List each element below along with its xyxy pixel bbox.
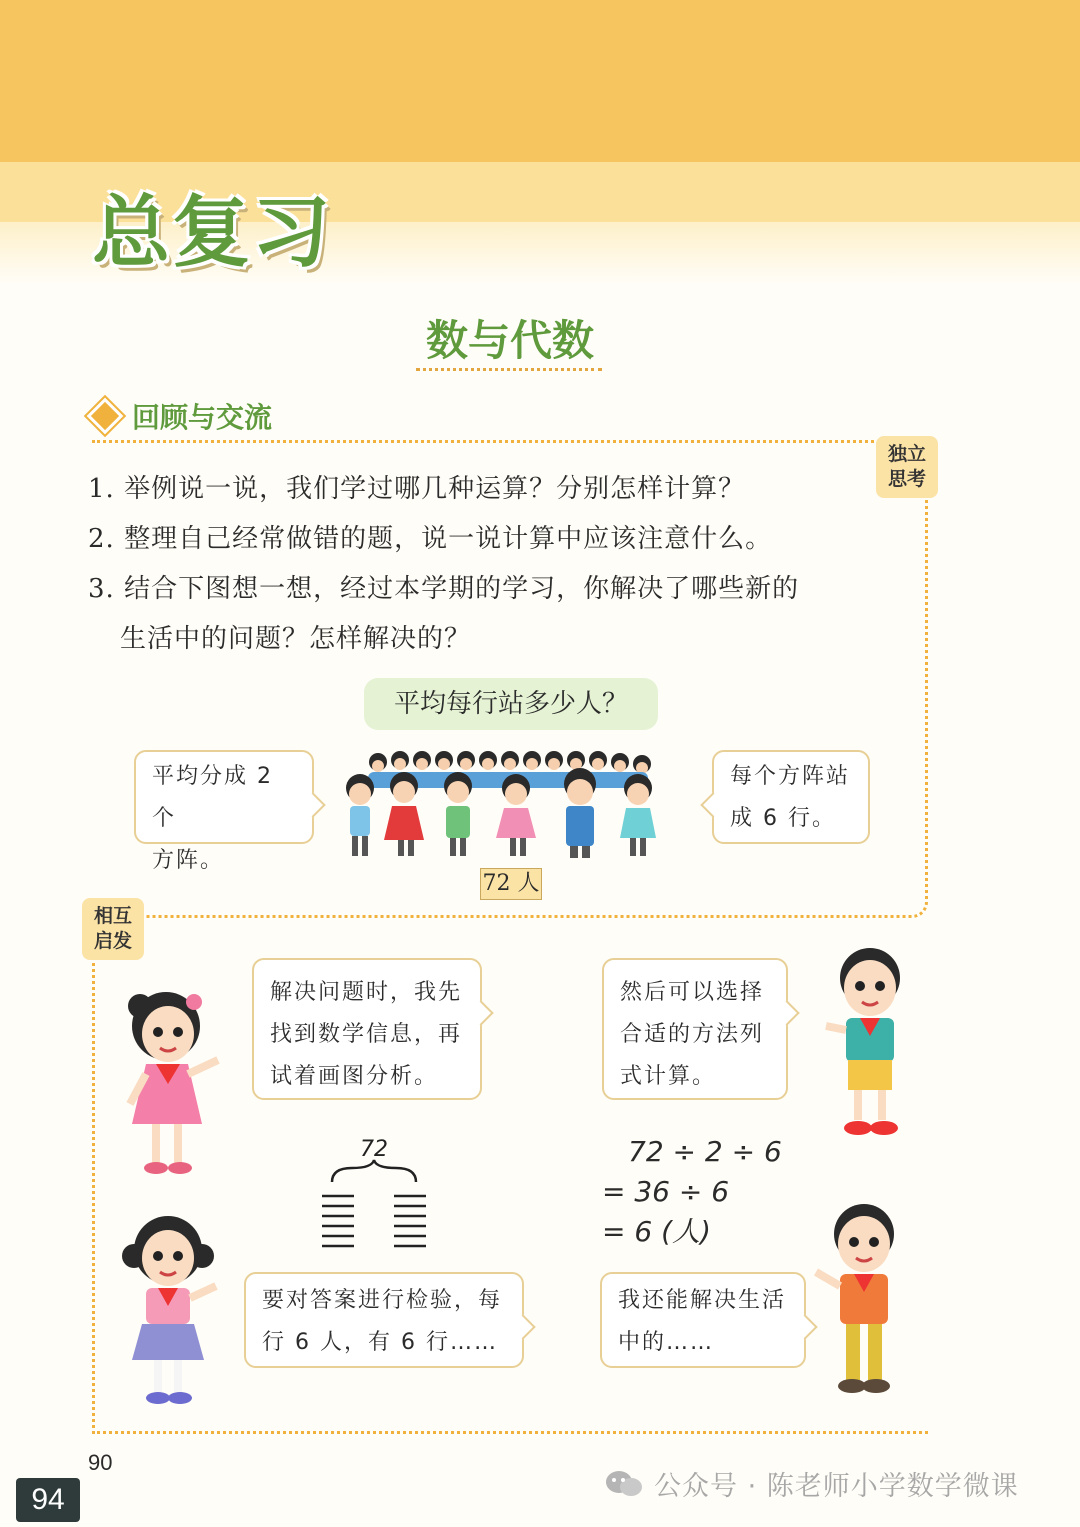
problem-question: 平均每行站多少人？ (364, 678, 658, 730)
diamond-icon (87, 398, 124, 435)
bubble-line: 合适的方法列 (620, 1022, 765, 1047)
boy-illustration (806, 1196, 916, 1406)
page-number: 90 (88, 1450, 113, 1475)
calc-line: = 36 ÷ 6 (602, 1175, 730, 1208)
bubble-line: 我还能解决生活 (618, 1288, 787, 1313)
girl-illustration (116, 982, 236, 1192)
calc-line: = 6 (人) (602, 1215, 711, 1248)
subsection-title: 回顾与交流 (132, 401, 273, 434)
bubble-line: 式计算。 (620, 1064, 717, 1089)
grouping-diagram (314, 1134, 434, 1254)
crowd-illustration (338, 748, 678, 864)
bubble-line: 要对答案进行检验，每 (262, 1288, 503, 1313)
bubble-line: 然后可以选择 (620, 980, 765, 1005)
speech-bubble-boy-1 (602, 958, 788, 1100)
calculation (602, 1132, 782, 1252)
bubble-line: 解决问题时，我先 (270, 980, 463, 1005)
count-label: 72 人 (480, 868, 542, 900)
section-underline (416, 368, 602, 371)
bubble-line: 试着画图分析。 (270, 1064, 439, 1089)
speech-bubble-girl-2 (244, 1272, 524, 1368)
speech-bubble-right (712, 750, 870, 844)
speech-bubble-girl-1 (252, 958, 482, 1100)
bubble-line: 方阵。 (152, 848, 225, 873)
tag-mutual-inspiration: 相互启发 (82, 898, 144, 960)
boy-illustration (814, 938, 924, 1148)
watermark (604, 1464, 1019, 1503)
bubble-line: 中的…… (618, 1330, 715, 1355)
wechat-icon (604, 1469, 644, 1499)
bubble-line: 找到数学信息，再 (270, 1022, 463, 1047)
page-badge: 94 (16, 1478, 80, 1522)
section-title: 数与代数 (425, 316, 594, 365)
speech-bubble-left (134, 750, 314, 873)
calc-line: 72 ÷ 2 ÷ 6 (628, 1135, 782, 1168)
bubble-line: 行 6 人，有 6 行…… (262, 1330, 498, 1355)
header-band (0, 0, 1080, 162)
subsection-heading (92, 396, 272, 436)
question-1: 1. 举例说一说，我们学过哪几种运算？分别怎样计算？ (88, 474, 746, 504)
watermark-text: 公众号 · 陈老师小学数学微课 (654, 1471, 1019, 1502)
bubble-line: 成 6 行。 (730, 806, 836, 831)
tag-independent-thinking: 独立思考 (876, 436, 938, 498)
speech-bubble-boy-2 (600, 1272, 806, 1368)
question-3-cont: 生活中的问题？怎样解决的？ (120, 624, 472, 654)
girl-illustration (112, 1206, 232, 1416)
bubble-line: 每个方阵站 (730, 764, 851, 789)
bubble-line: 平均分成 2 个 (152, 764, 273, 831)
chapter-title: 总复习 (92, 188, 333, 278)
diagram-total: 72 (360, 1137, 388, 1162)
question-3: 3. 结合下图想一想，经过本学期的学习，你解决了哪些新的 (88, 574, 800, 604)
question-2: 2. 整理自己经常做错的题，说一说计算中应该注意什么。 (88, 524, 773, 554)
